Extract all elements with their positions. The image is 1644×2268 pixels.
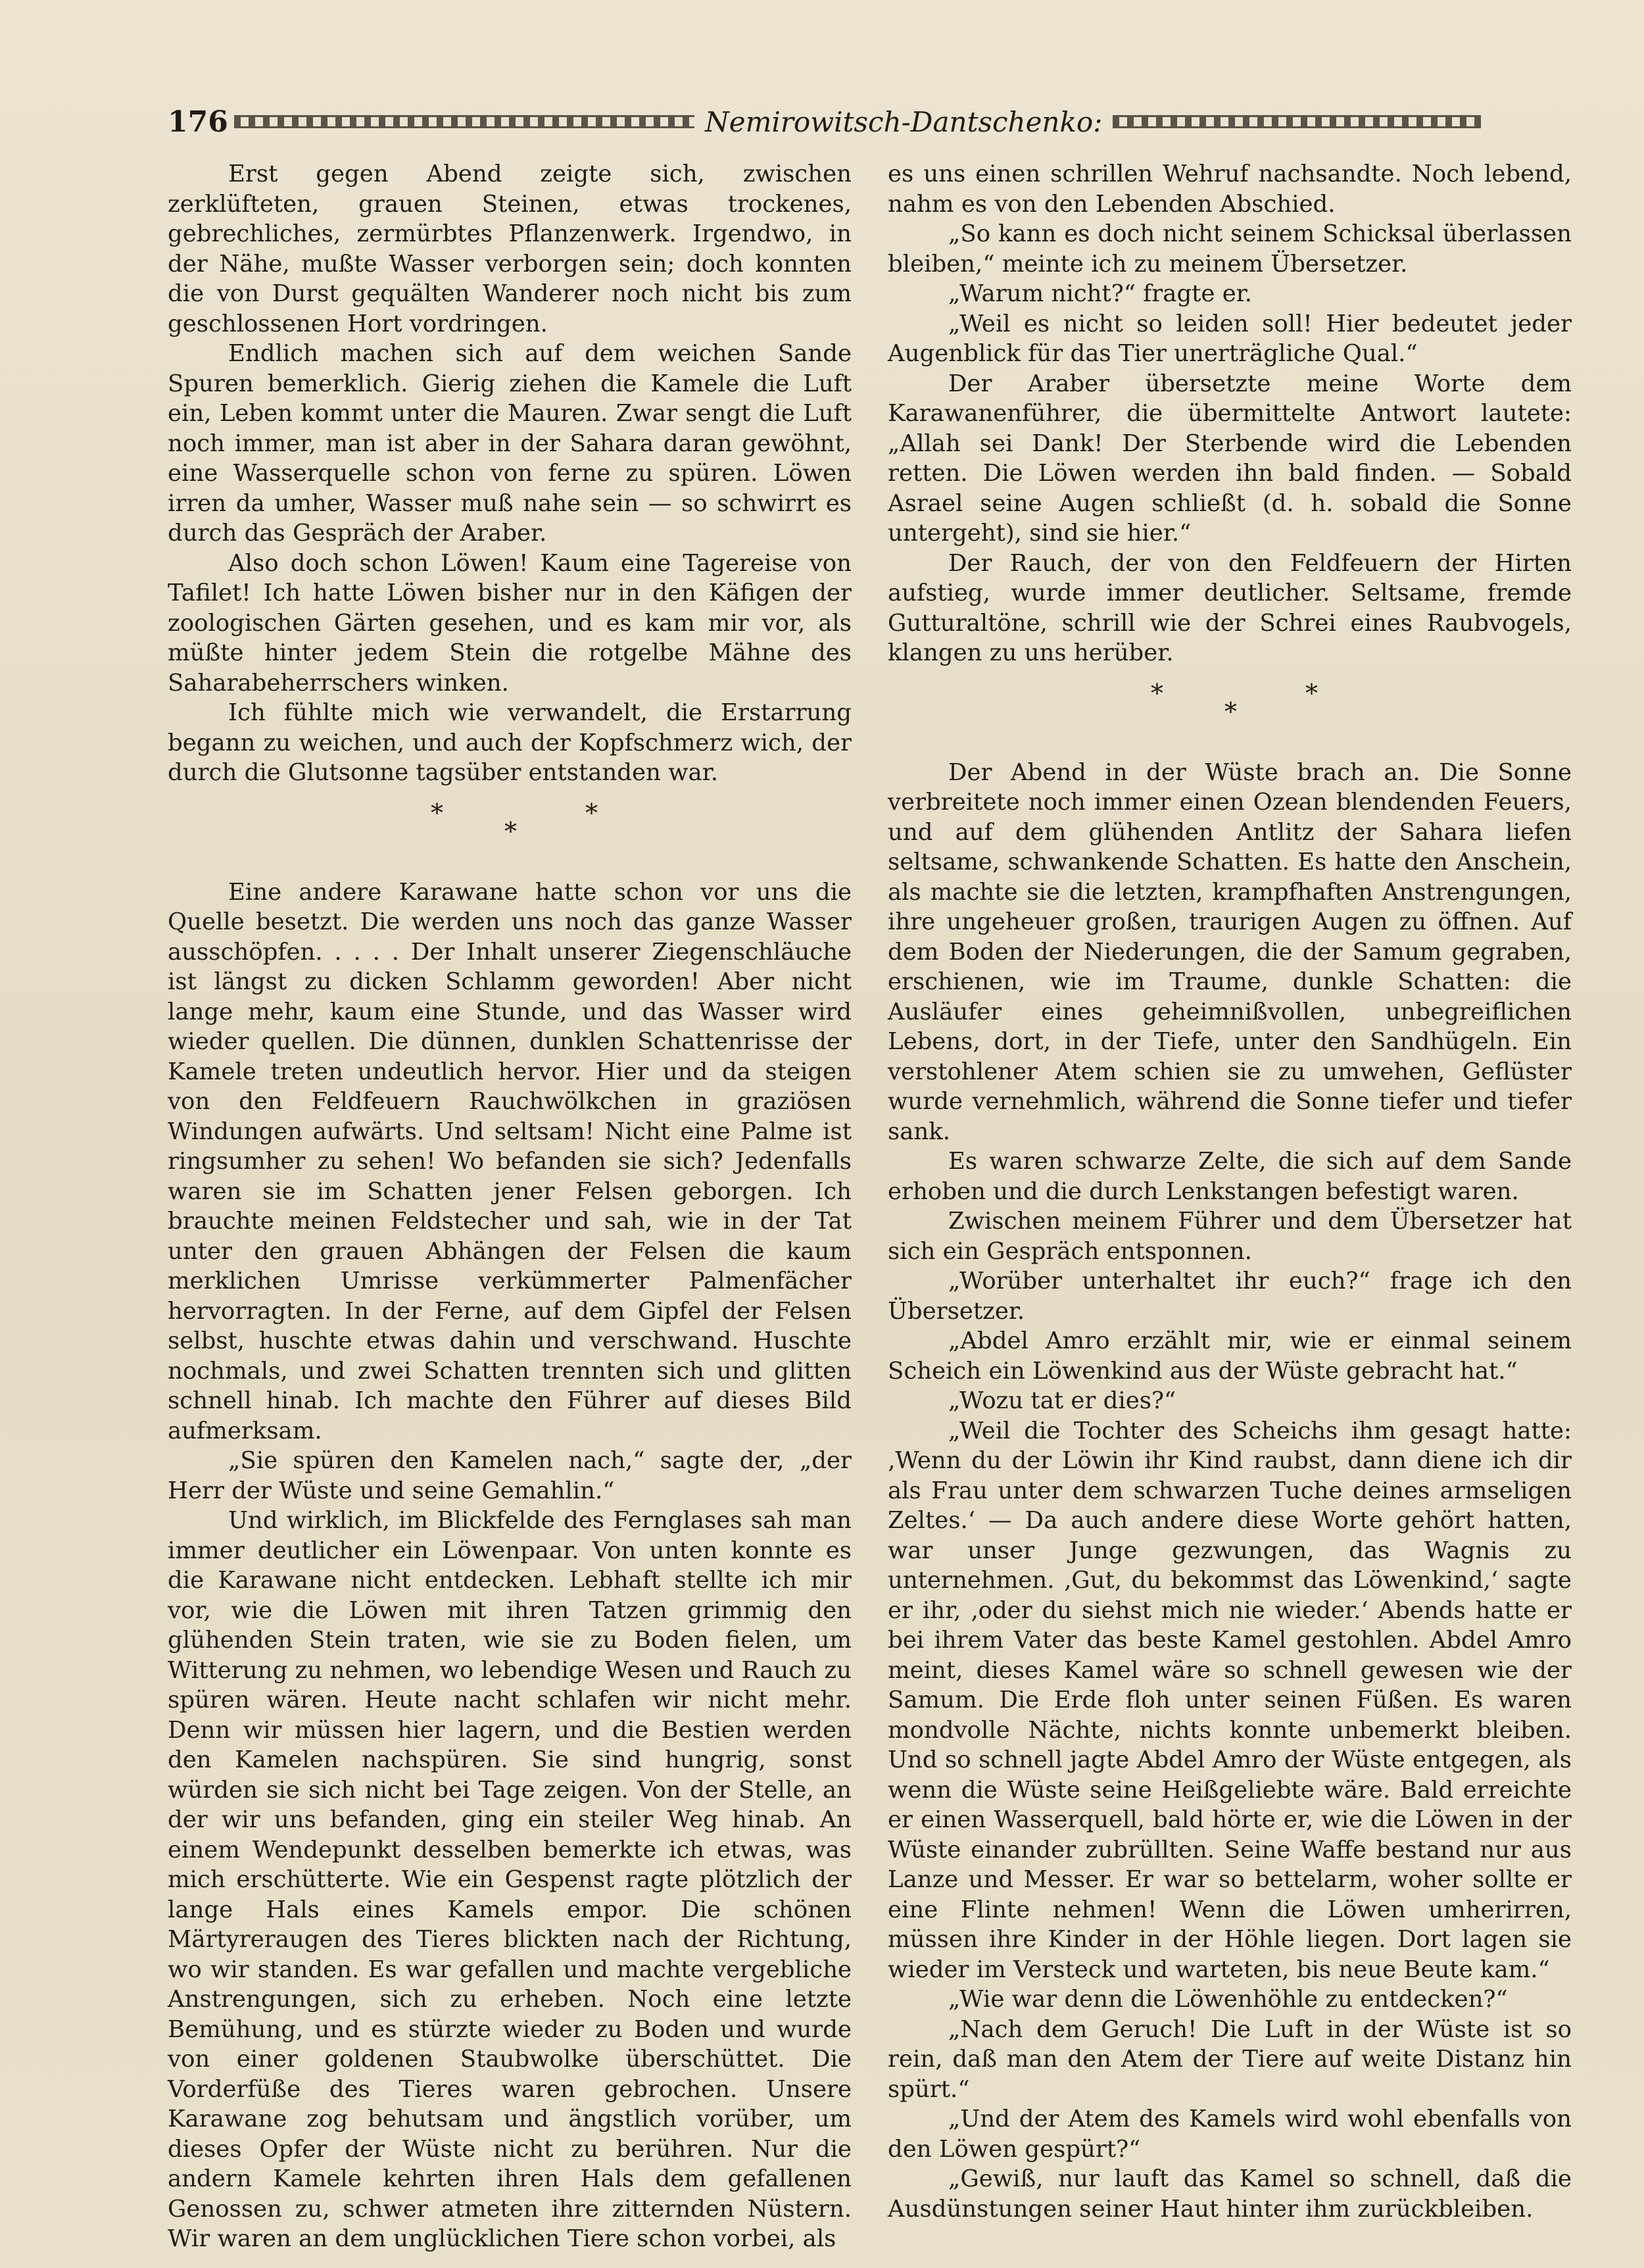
paragraph: Der Araber übersetzte meine Worte dem Karawanenführer, die übermittelte Antwort lautete: „Allah sei Dank! Der Sterbende wird die Lebenden retten. Die Löwen werden ihn bald finden. — Sobald Asrael seine Augen schließt (d. h. sobald die Sonne untergeht), sind sie hier.“ <box>888 370 1572 547</box>
paragraph: „Gewiß, nur lauft das Kamel so schnell, daß die Ausdünstungen seiner Haut hinter ihm zurückbleiben. <box>888 2165 1572 2223</box>
left-column <box>168 159 852 2254</box>
paragraph-continued: es uns einen schrillen Wehruf nachsandte. Noch lebend, nahm es von den Lebenden Abschied. <box>888 160 1572 218</box>
paragraph: „Weil die Tochter des Scheichs ihm gesagt hatte: ‚Wenn du der Löwin ihr Kind raubst, dann diene ich dir als Frau unter dem schwarzen Tuche deines armseligen Zeltes.‘ — Da auch andere diese Worte gehört hatten, war unser Junge gezwungen, das Wagnis zu unternehmen. ‚Gut, du bekommst das Löwenkind,‘ sagte er ihr, ‚oder du siehst mich nie wieder.‘ Abends hatte er bei ihrem Vater das beste Kamel gestohlen. Abdel Amro meint, dieses Kamel wäre so schnell gewesen wie der Samum. Die Erde floh unter seinen Füßen. Es waren mondvolle Nächte, nichts konnte unbemerkt bleiben. Und so schnell jagte Abdel Amro der Wüste entgegen, als wenn die Wüste seine Heißgeliebte wäre. Bald erreichte er einen Wasserquell, bald hörte er, wie die Löwen in der Wüste einander zubrüllten. Seine Waffe bestand nur aus Lanze und Messer. Er war so bettelarm, woher sollte er eine Flinte nehmen! Wenn die Löwen umherirren, müssen ihre Kinder in der Höhle liegen. Dort lagen sie wieder im Versteck und warteten, bis neue Beute kam.“ <box>888 1417 1572 1983</box>
asterisk: * <box>1151 678 1163 708</box>
paragraph: „Weil es nicht so leiden soll! Hier bedeutet jeder Augenblick für das Tier unerträgliche Qual.“ <box>888 310 1572 367</box>
paragraph: Der Abend in der Wüste brach an. Die Sonne verbreitete noch immer einen Ozean blendenden Feuers, und auf dem glühenden Antlitz der Sahara liefen seltsame, schwankende Schatten. Es hatte den Anschein, als machte sie die letzten, krampfhaften Anstrengungen, ihre ungeheuer großen, traurigen Augen zu öffnen. Auf dem Boden der Niederungen, die der Samum gegraben, erschienen, wie im Traume, dunkle Schatten: die Ausläufer eines geheimnißvollen, unbegreiflichen Lebens, dort, in der Tiefe, unter den Sandhügeln. Ein verstohlener Atem schien sie zu umwehen, Geflüster wurde vernehmlich, während die Sonne tiefer und tiefer sank. <box>888 758 1572 1145</box>
paragraph: „Und der Atem des Kamels wird wohl ebenfalls von den Löwen gespürt?“ <box>888 2106 1572 2163</box>
paragraph: „Sie spüren den Kamelen nach,“ sagte der, „der Herr der Wüste und seine Gemahlin.“ <box>168 1447 852 1504</box>
asterisk: * <box>431 798 443 827</box>
paragraph: Es waren schwarze Zelte, die sich auf dem Sande erhoben und die durch Lenkstangen befestigt waren. <box>888 1148 1572 1205</box>
paragraph: Erst gegen Abend zeigte sich, zwischen zerklüfteten, grauen Steinen, etwas trockenes, gebrechliches, zermürbtes Pflanzenwerk. Irgendwo, in der Nähe, mußte Wasser verborgen sein; doch konnten die von Durst gequälten Wanderer noch nicht bis zum geschlossenen Hort vordringen. <box>168 160 852 337</box>
asterisk: * <box>585 798 598 827</box>
header-ornament-left <box>234 115 694 128</box>
paragraph: „So kann es doch nicht seinem Schicksal überlassen bleiben,“ meinte ich zu meinem Übersetzer. <box>888 220 1572 278</box>
asterisk: * <box>1224 697 1237 726</box>
paragraph: „Abdel Amro erzählt mir, wie er einmal seinem Scheich ein Löwenkind aus der Wüste gebracht hat.“ <box>888 1327 1572 1385</box>
paragraph: „Wie war denn die Löwenhöhle zu entdecken?“ <box>948 1986 1508 2013</box>
paragraph: Der Rauch, der von den Feldfeuern der Hirten aufstieg, wurde immer deutlicher. Seltsame, fremde Gutturaltöne, schrill wie der Schrei eines Raubvogels, klangen zu uns herüber. <box>888 549 1572 666</box>
running-title: Nemirowitsch-Dantschenko: <box>705 105 1103 138</box>
paragraph: Eine andere Karawane hatte schon vor uns die Quelle besetzt. Die werden uns noch das ganze Wasser ausschöpfen. . . . . Der Inhalt unserer Ziegenschläuche ist längst zu dicken Schlamm geworden! Aber nicht lange mehr, kaum eine Stunde, und das Wasser wird wieder quellen. Die dünnen, dunklen Schattenrisse der Kamele treten undeutlich hervor. Hier und da steigen von den Feldfeuern Rauchwölkchen in graziösen Windungen aufwärts. Und seltsam! Nicht eine Palme ist ringsumher zu sehen! Wo befanden sie sich? Jedenfalls waren sie im Schatten jener Felsen geborgen. Ich brauchte meinen Feldstecher und sah, wie in der Tat unter den grauen Abhängen der Felsen die kaum merklichen Umrisse verkümmerter Palmenfächer hervorragten. In der Ferne, auf dem Gipfel der Felsen selbst, huschte etwas dahin und verschwand. Huschte nochmals, und zwei Schatten trennten sich und glitten schnell hinab. Ich machte den Führer auf dieses Bild aufmerksam. <box>168 878 852 1444</box>
paragraph: Also doch schon Löwen! Kaum eine Tagereise von Tafilet! Ich hatte Löwen bisher nur in den Käfigen der zoologischen Gärten gesehen, und es kam mir vor, als müßte hinter jedem Stein die rotgelbe Mähne des Saharabeherrschers winken. <box>168 549 852 697</box>
paragraph: „Wozu tat er dies?“ <box>948 1387 1176 1414</box>
paragraph: „Nach dem Geruch! Die Luft in der Wüste ist so rein, daß man den Atem der Tiere auf weite Distanz hin spürt.“ <box>888 2015 1572 2103</box>
right-column <box>888 159 1572 2224</box>
paragraph: „Warum nicht?“ fragte er. <box>948 280 1253 307</box>
paragraph: „Worüber unterhaltet ihr euch?“ frage ich den Übersetzer. <box>888 1268 1572 1325</box>
asterisk: * <box>1305 678 1318 708</box>
paragraph: Endlich machen sich auf dem weichen Sande Spuren bemerklich. Gierig ziehen die Kamele die Luft ein, Leben kommt unter die Mauren. Zwar sengt die Luft noch immer, man ist aber in der Sahara daran gewöhnt, eine Wasserquelle schon von ferne zu spüren. Löwen irren da umher, Wasser muß nahe sein — so schwirrt es durch das Gespräch der Araber. <box>168 340 852 547</box>
section-separator <box>168 788 852 877</box>
paragraph: Ich fühlte mich wie verwandelt, die Erstarrung begann zu weichen, und auch der Kopfschmerz wich, der durch die Glutsonne tagsüber entstanden war. <box>168 699 852 786</box>
paragraph: Und wirklich, im Blickfelde des Fernglases sah man immer deutlicher ein Löwenpaar. Von unten konnte es die Karawane nicht entdecken. Lebhaft stellte ich mir vor, wie die Löwen mit ihren Tatzen grimmig den glühenden Stein traten, wie sie zu Boden fielen, um Witterung zu nehmen, wo lebendige Wesen und Rauch zu spüren wären. Heute nacht schlafen wir nicht mehr. Denn wir müssen hier lagern, und die Bestien werden den Kamelen nachspüren. Sie sind hungrig, sonst würden sie sich nicht bei Tage zeigen. Von der Stelle, an der wir uns befanden, ging ein steiler Weg hinab. An einem Wendepunkt desselben bemerkte ich etwas, was mich erschütterte. Wie ein Gespenst ragte plötzlich der lange Hals eines Kamels empor. Die schönen Märtyreraugen des Tieres blickten nach der Richtung, wo wir standen. Es war gefallen und machte vergebliche Anstrengungen, sich zu erheben. Noch eine letzte Bemühung, und es stürzte wieder zu Boden und wurde von einer goldenen Staubwolke überschüttet. Die Vorderfüße des Tieres waren gebrochen. Unsere Karawane zog behutsam und ängstlich vorüber, um dieses Opfer der Wüste nicht zu berühren. Nur die andern Kamele kehrten ihren Hals dem gefallenen Genossen zu, schwer atmeten ihre zitternden Nüstern. Wir waren an dem unglücklichen Tiere schon vorbei, als <box>168 1507 852 2252</box>
asterisk: * <box>504 816 517 846</box>
header-ornament-right <box>1113 115 1481 128</box>
section-separator <box>888 668 1572 758</box>
page-number: 176 <box>168 105 228 139</box>
page-header <box>168 99 1535 145</box>
paragraph: Zwischen meinem Führer und dem Übersetzer hat sich ein Gespräch entsponnen. <box>888 1208 1572 1265</box>
